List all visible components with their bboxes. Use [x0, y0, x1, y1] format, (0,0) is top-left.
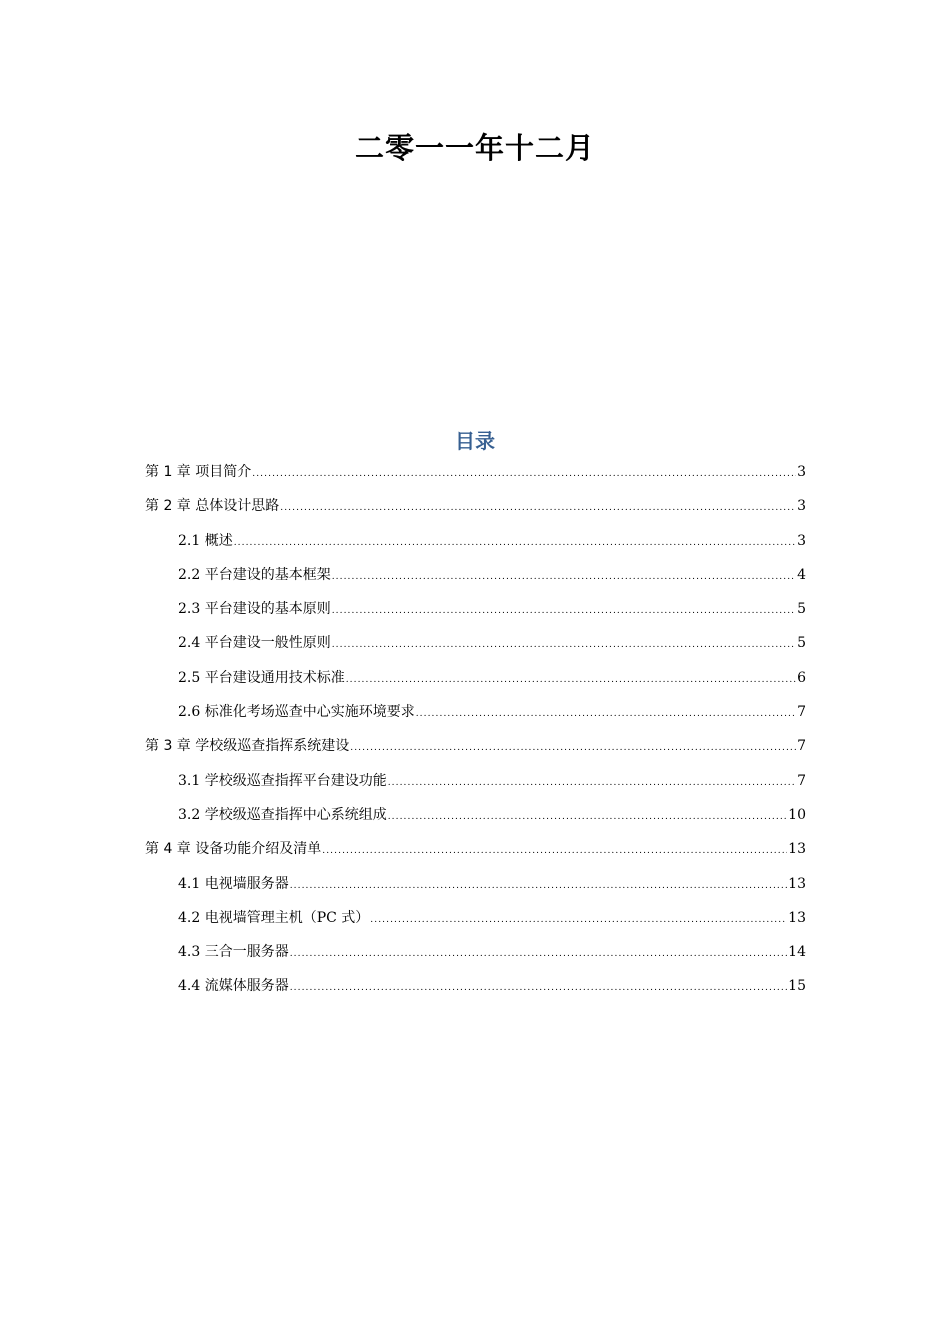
toc-entry-text: 4.1 电视墙服务器 — [178, 875, 289, 892]
toc-entry[interactable] — [145, 661, 806, 695]
toc-entry-page: 5 — [797, 635, 806, 652]
toc-entry-text: 第 4 章 设备功能介绍及清单 — [145, 841, 322, 858]
toc-entry-page: 15 — [788, 978, 806, 995]
toc-entry-text: 4.3 三合一服务器 — [178, 944, 289, 961]
toc-entry-text: 第 3 章 学校级巡查指挥系统建设 — [145, 738, 350, 755]
toc-entry-text: 3.2 学校级巡查指挥中心系统组成 — [178, 806, 387, 823]
toc-leader-dots — [290, 937, 787, 971]
toc-entry-page: 3 — [797, 498, 806, 515]
toc-entry[interactable] — [145, 729, 806, 763]
toc-leader-dots — [290, 869, 787, 903]
toc-entry-text: 2.4 平台建设一般性原则 — [178, 635, 331, 652]
toc-leader-dots — [234, 526, 796, 560]
toc-entry[interactable] — [145, 558, 806, 592]
toc-entry-text: 4.4 流媒体服务器 — [178, 978, 289, 995]
toc-entry[interactable] — [145, 901, 806, 935]
toc-leader-dots — [346, 663, 796, 697]
table-of-contents — [145, 455, 806, 1004]
toc-entry[interactable] — [145, 524, 806, 558]
toc-entry-text: 2.5 平台建设通用技术标准 — [178, 669, 345, 686]
toc-leader-dots — [350, 731, 796, 765]
toc-leader-dots — [416, 697, 796, 731]
toc-entry-page: 5 — [797, 601, 806, 618]
toc-entry-text: 2.1 概述 — [178, 532, 233, 549]
toc-entry-page: 14 — [788, 944, 806, 961]
toc-entry-text: 3.1 学校级巡查指挥平台建设功能 — [178, 772, 387, 789]
toc-entry-page: 7 — [797, 738, 806, 755]
toc-leader-dots — [388, 800, 787, 834]
toc-leader-dots — [370, 903, 787, 937]
toc-leader-dots — [290, 971, 787, 1005]
toc-entry-text: 2.6 标准化考场巡查中心实施环境要求 — [178, 704, 415, 721]
toc-entry-text: 第 1 章 项目简介 — [145, 464, 252, 480]
toc-entry-page: 3 — [797, 532, 806, 549]
toc-entry-page: 13 — [788, 841, 806, 858]
toc-entry[interactable] — [145, 764, 806, 798]
toc-leader-dots — [280, 491, 796, 525]
toc-leader-dots — [332, 594, 796, 628]
toc-entry[interactable] — [145, 592, 806, 626]
toc-entry-page: 13 — [788, 875, 806, 892]
toc-entry[interactable] — [145, 832, 806, 866]
date-title: 二零一一年十二月 — [354, 131, 595, 165]
toc-leader-dots — [332, 560, 796, 594]
toc-entry-text: 第 2 章 总体设计思路 — [145, 498, 280, 515]
toc-entry[interactable] — [145, 489, 806, 523]
toc-leader-dots — [252, 457, 796, 491]
toc-entry-page: 13 — [788, 909, 806, 926]
toc-entry[interactable] — [145, 695, 806, 729]
toc-entry-page: 6 — [797, 669, 806, 686]
toc-title: 目录 — [455, 429, 495, 453]
toc-entry[interactable] — [145, 626, 806, 660]
toc-entry-text: 4.2 电视墙管理主机（PC 式） — [178, 909, 370, 926]
toc-entry-page: 7 — [797, 704, 806, 721]
toc-entry-page: 3 — [797, 464, 806, 480]
toc-entry[interactable] — [145, 867, 806, 901]
toc-entry-page: 7 — [797, 772, 806, 789]
toc-leader-dots — [332, 628, 796, 662]
toc-entry[interactable] — [145, 935, 806, 969]
toc-leader-dots — [322, 834, 787, 868]
toc-leader-dots — [388, 766, 796, 800]
toc-entry-page: 4 — [797, 566, 806, 583]
toc-entry-page: 10 — [788, 806, 806, 823]
toc-entry[interactable] — [145, 969, 806, 1003]
toc-entry-text: 2.3 平台建设的基本原则 — [178, 601, 331, 618]
toc-entry[interactable] — [145, 798, 806, 832]
toc-entry-text: 2.2 平台建设的基本框架 — [178, 566, 331, 583]
toc-entry[interactable] — [145, 455, 806, 489]
